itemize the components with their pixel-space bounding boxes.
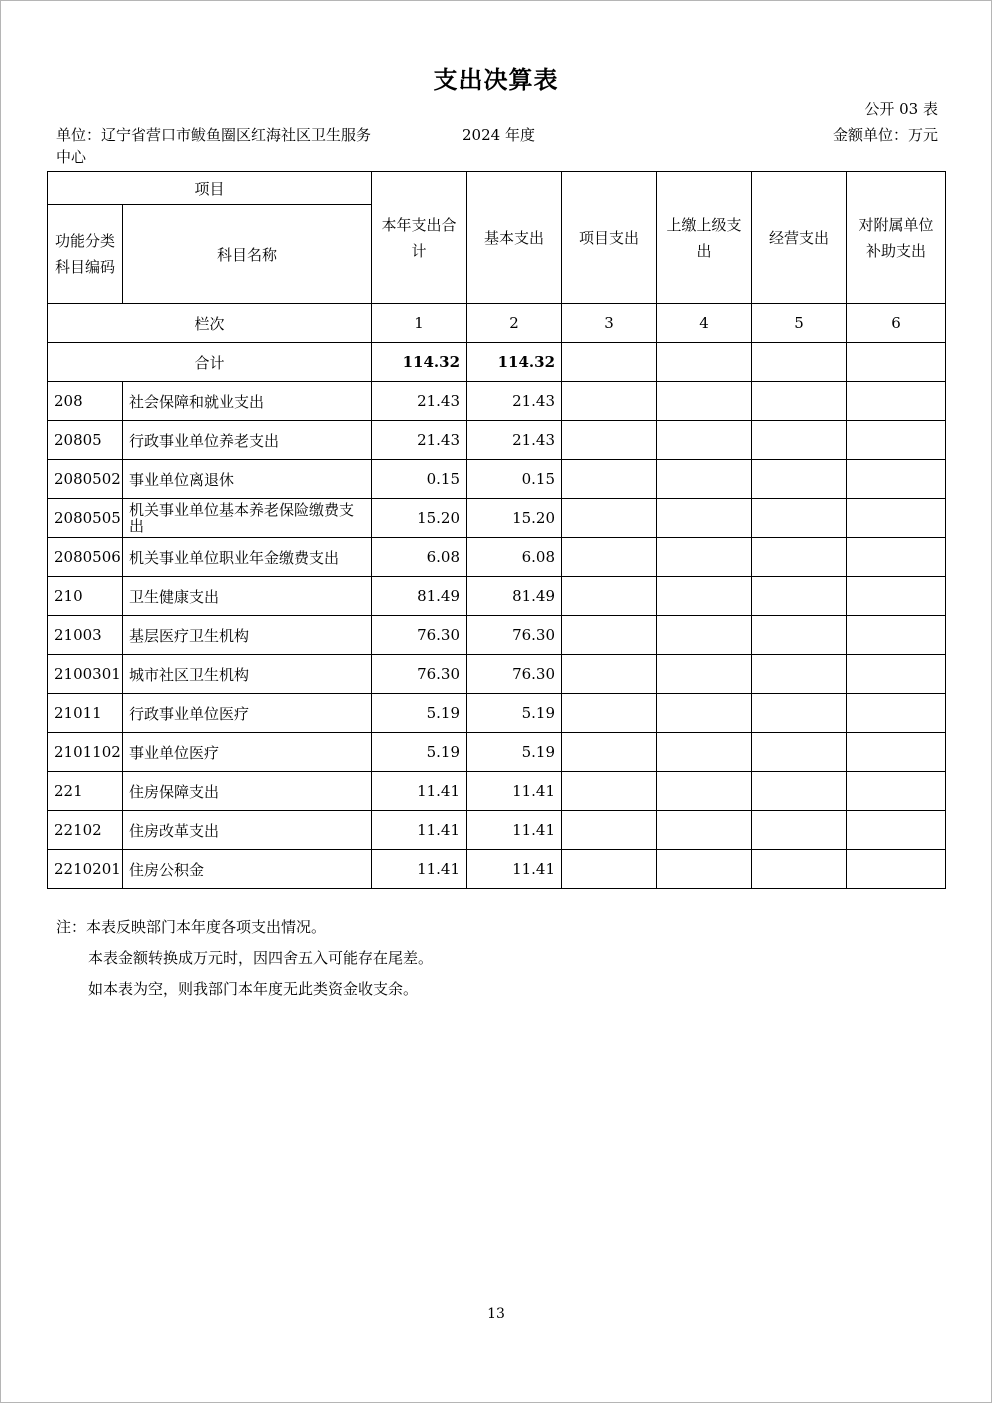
column-index-5: 5	[752, 304, 847, 343]
column-index-2: 2	[467, 304, 562, 343]
row-operating	[752, 811, 847, 850]
page-number: 13	[487, 1306, 505, 1322]
row-operating	[752, 850, 847, 889]
header-project: 项目	[48, 172, 372, 205]
row-project	[562, 577, 657, 616]
row-subsidy	[847, 460, 946, 499]
table-row	[48, 577, 946, 616]
row-project	[562, 499, 657, 538]
row-name: 住房保障支出	[123, 772, 372, 811]
header-code: 功能分类科目编码	[48, 205, 123, 304]
row-project	[562, 460, 657, 499]
total-basic: 114.32	[467, 343, 562, 382]
row-name: 卫生健康支出	[123, 577, 372, 616]
row-basic: 76.30	[467, 616, 562, 655]
row-basic: 5.19	[467, 694, 562, 733]
row-subsidy	[847, 538, 946, 577]
row-operating	[752, 772, 847, 811]
row-total: 0.15	[372, 460, 467, 499]
row-name: 住房公积金	[123, 850, 372, 889]
row-operating	[752, 382, 847, 421]
total-row	[48, 343, 946, 382]
row-name: 行政事业单位养老支出	[123, 421, 372, 460]
total-amount: 114.32	[372, 343, 467, 382]
row-code: 2210201	[48, 850, 123, 889]
total-subsidy	[847, 343, 946, 382]
row-code: 2080505	[48, 499, 123, 538]
row-name: 城市社区卫生机构	[123, 655, 372, 694]
row-basic: 21.43	[467, 382, 562, 421]
row-subsidy	[847, 655, 946, 694]
row-total: 81.49	[372, 577, 467, 616]
row-operating	[752, 655, 847, 694]
row-code: 221	[48, 772, 123, 811]
row-operating	[752, 577, 847, 616]
row-upper	[657, 538, 752, 577]
column-index-label: 栏次	[48, 304, 372, 343]
row-basic: 11.41	[467, 850, 562, 889]
row-total: 5.19	[372, 733, 467, 772]
row-operating	[752, 460, 847, 499]
row-code: 2100301	[48, 655, 123, 694]
row-project	[562, 772, 657, 811]
row-subsidy	[847, 421, 946, 460]
row-project	[562, 811, 657, 850]
row-operating	[752, 694, 847, 733]
row-upper	[657, 421, 752, 460]
header-name: 科目名称	[123, 205, 372, 304]
fiscal-year: 2024 年度	[462, 126, 535, 144]
row-total: 15.20	[372, 499, 467, 538]
row-total: 5.19	[372, 694, 467, 733]
row-basic: 11.41	[467, 772, 562, 811]
row-code: 210	[48, 577, 123, 616]
amount-unit: 金额单位：万元	[832, 126, 938, 144]
row-code: 208	[48, 382, 123, 421]
notes	[56, 912, 433, 1005]
table-row	[48, 616, 946, 655]
row-total: 21.43	[372, 421, 467, 460]
row-project	[562, 616, 657, 655]
row-name: 行政事业单位医疗	[123, 694, 372, 733]
row-project	[562, 655, 657, 694]
table-row	[48, 655, 946, 694]
row-operating	[752, 538, 847, 577]
expenditure-table	[47, 171, 946, 889]
row-basic: 0.15	[467, 460, 562, 499]
total-project	[562, 343, 657, 382]
note-3: 如本表为空，则我部门本年度无此类资金收支余。	[88, 980, 419, 998]
row-operating	[752, 733, 847, 772]
row-name: 事业单位医疗	[123, 733, 372, 772]
table-row	[48, 382, 946, 421]
header-col4: 上缴上级支出	[657, 172, 752, 304]
row-subsidy	[847, 577, 946, 616]
row-upper	[657, 733, 752, 772]
row-operating	[752, 616, 847, 655]
column-index-row	[48, 304, 946, 343]
row-subsidy	[847, 772, 946, 811]
row-upper	[657, 499, 752, 538]
row-upper	[657, 811, 752, 850]
column-index-6: 6	[847, 304, 946, 343]
row-subsidy	[847, 382, 946, 421]
row-upper	[657, 577, 752, 616]
row-subsidy	[847, 694, 946, 733]
row-upper	[657, 655, 752, 694]
table-row	[48, 499, 946, 538]
row-basic: 6.08	[467, 538, 562, 577]
row-upper	[657, 382, 752, 421]
row-subsidy	[847, 733, 946, 772]
column-index-4: 4	[657, 304, 752, 343]
row-upper	[657, 850, 752, 889]
total-upper	[657, 343, 752, 382]
row-code: 22102	[48, 811, 123, 850]
header-col1: 本年支出合计	[372, 172, 467, 304]
table-number: 公开 03 表	[864, 100, 938, 118]
row-basic: 76.30	[467, 655, 562, 694]
table-row	[48, 850, 946, 889]
row-upper	[657, 772, 752, 811]
row-project	[562, 382, 657, 421]
unit-name	[56, 124, 416, 168]
row-name: 基层医疗卫生机构	[123, 616, 372, 655]
row-subsidy	[847, 499, 946, 538]
row-subsidy	[847, 811, 946, 850]
total-operating	[752, 343, 847, 382]
row-project	[562, 733, 657, 772]
row-code: 21003	[48, 616, 123, 655]
table-row	[48, 694, 946, 733]
note-2: 本表金额转换成万元时，因四舍五入可能存在尾差。	[88, 949, 434, 967]
header-row-1	[48, 172, 946, 205]
table-row	[48, 538, 946, 577]
column-index-1: 1	[372, 304, 467, 343]
row-basic: 5.19	[467, 733, 562, 772]
header-col5: 经营支出	[752, 172, 847, 304]
row-code: 20805	[48, 421, 123, 460]
row-code: 2080506	[48, 538, 123, 577]
row-name: 住房改革支出	[123, 811, 372, 850]
row-subsidy	[847, 616, 946, 655]
row-total: 76.30	[372, 616, 467, 655]
unit-name-line1: 单位：辽宁省营口市鲅鱼圈区红海社区卫生服务	[56, 126, 372, 144]
row-basic: 81.49	[467, 577, 562, 616]
table-row	[48, 811, 946, 850]
row-total: 11.41	[372, 772, 467, 811]
row-operating	[752, 421, 847, 460]
row-name: 机关事业单位职业年金缴费支出	[123, 538, 372, 577]
unit-name-line2: 中心	[56, 148, 87, 166]
row-project	[562, 694, 657, 733]
row-name: 事业单位离退休	[123, 460, 372, 499]
row-basic: 21.43	[467, 421, 562, 460]
row-basic: 11.41	[467, 811, 562, 850]
table-row	[48, 421, 946, 460]
header-col2: 基本支出	[467, 172, 562, 304]
row-project	[562, 538, 657, 577]
row-subsidy	[847, 850, 946, 889]
row-upper	[657, 694, 752, 733]
row-operating	[752, 499, 847, 538]
row-total: 11.41	[372, 811, 467, 850]
row-total: 76.30	[372, 655, 467, 694]
table-row	[48, 733, 946, 772]
row-total: 21.43	[372, 382, 467, 421]
row-name: 机关事业单位基本养老保险缴费支出	[123, 499, 372, 538]
row-code: 2101102	[48, 733, 123, 772]
row-upper	[657, 616, 752, 655]
row-code: 2080502	[48, 460, 123, 499]
column-index-3: 3	[562, 304, 657, 343]
row-project	[562, 421, 657, 460]
total-label: 合计	[48, 343, 372, 382]
page-title: 支出决算表	[433, 66, 559, 94]
row-project	[562, 850, 657, 889]
row-name: 社会保障和就业支出	[123, 382, 372, 421]
row-total: 11.41	[372, 850, 467, 889]
note-1: 注：本表反映部门本年度各项支出情况。	[56, 918, 327, 936]
row-basic: 15.20	[467, 499, 562, 538]
row-upper	[657, 460, 752, 499]
row-total: 6.08	[372, 538, 467, 577]
header-col6: 对附属单位补助支出	[847, 172, 946, 304]
table-row	[48, 460, 946, 499]
table-row	[48, 772, 946, 811]
header-col3: 项目支出	[562, 172, 657, 304]
row-code: 21011	[48, 694, 123, 733]
